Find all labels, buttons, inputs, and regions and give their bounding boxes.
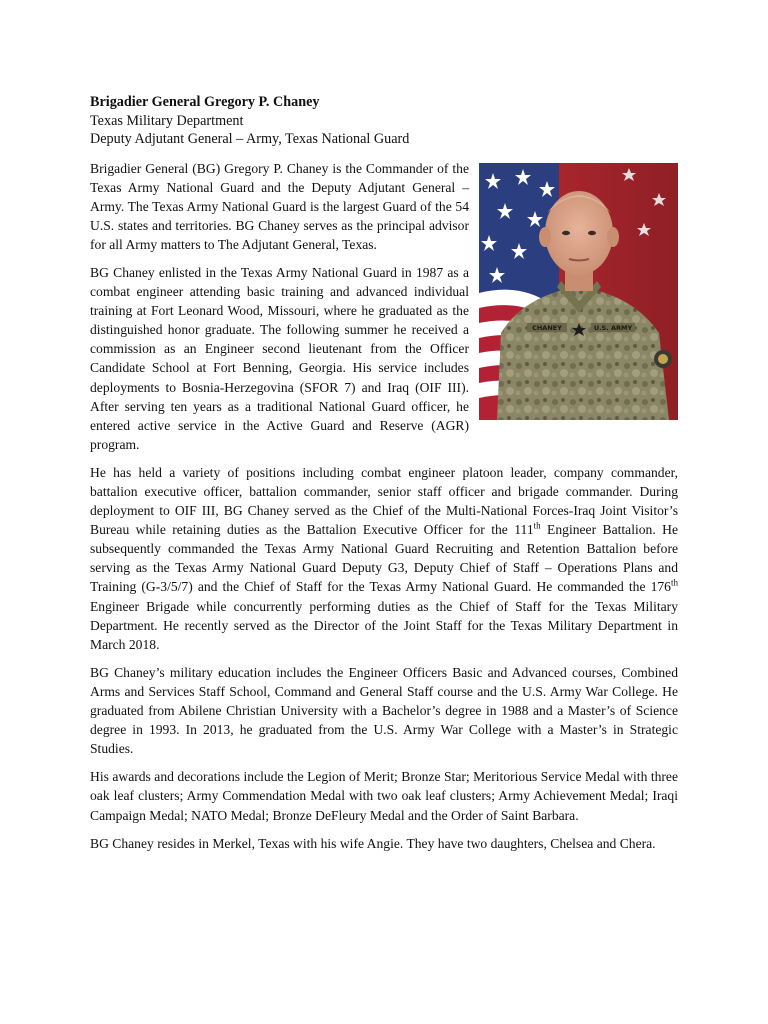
bio-paragraph-family: BG Chaney resides in Merkel, Texas with his wife Angie. They have two daughters, Chelsea and Chera. xyxy=(90,835,656,851)
name-tape: CHANEY xyxy=(532,323,562,332)
bio-header xyxy=(90,93,678,149)
bio-paragraph-command: Brigadier General (BG) Gregory P. Chaney is the Commander of the Texas Army National Guard and the Deputy Adjutant General – Army. The Texas Army National Guard is the largest Guard of the 54 U.S. states and territories. BG Chaney serves as the principal advisor for all Army matters to The Adjutant General, Texas. xyxy=(90,160,469,252)
ordinal-suffix: th xyxy=(670,577,678,588)
portrait-photo xyxy=(479,163,678,420)
organization-name: Texas Military Department xyxy=(90,112,244,129)
ordinal-suffix: th xyxy=(533,520,541,531)
bio-paragraph-positions xyxy=(90,463,678,654)
positions-text-3: Engineer Brigade while concurrently performing duties as the Chief of Staff for the Texas Military Department. He recently served as the Director of the Joint Staff for the Texas Military Department in March 2018. xyxy=(90,598,678,652)
positions-text-1: He has held a variety of positions including combat engineer platoon leader, company commander, battalion executive officer, battalion commander, senior staff officer and brigade commander. During deployment to OIF III, BG Chaney served as the Chief of the Multi-National Forces-Iraq Joint Visitor’s Bureau while retaining duties as the Battalion Executive Officer for the 111 xyxy=(90,464,678,538)
bio-paragraph-enlistment: BG Chaney enlisted in the Texas Army National Guard in 1987 as a combat engineer attending basic training and advanced individual training at Fort Leonard Wood, Missouri, where he graduated as the distinguished honor graduate. The following summer he received a commission as an Engineer second lieutenant from the Officer Candidate School at Fort Benning, Georgia. His service includes deployments to Bosnia-Herzegovina (SFOR 7) and Iraq (OIF III). After serving ten years as a traditional National Guard officer, he entered active service in the Active Guard and Reserve (AGR) program. xyxy=(90,264,469,452)
position-title: Deputy Adjutant General – Army, Texas National Guard xyxy=(90,131,410,147)
positions-text-2: Engineer Battalion. He subsequently commanded the Texas Army National Guard Recruiting and Retention Battalion before serving as the Texas Army National Guard Deputy G3, Deputy Chief of Staff – Operations Plans and Training (G-3/5/7) and the Chief of Staff for the Texas Army National Guard. He commanded the 176 xyxy=(90,522,678,595)
bio-paragraph-awards: His awards and decorations include the Legion of Merit; Bronze Star; Meritorious Service Medal with three oak leaf clusters; Army Commendation Medal with two oak leaf clusters; Army Achievement Medal; Iraqi Campaign Medal; NATO Medal; Bronze DeFleury Medal and the Order of Saint Barbara. xyxy=(90,769,678,823)
page-title: Brigadier General Gregory P. Chaney xyxy=(90,94,320,110)
service-tape: U.S. ARMY xyxy=(593,323,633,332)
bio-paragraph-education: BG Chaney’s military education includes the Engineer Officers Basic and Advanced courses, Combined Arms and Services Staff School, Command and General Staff course and the U.S. Army War College. He graduated from Abilene Christian University with a Bachelor’s degree in 1988 and a Master’s of Science degree in 1993. In 2013, he graduated from the U.S. Army War College with a Master’s in Strategic Studies. xyxy=(90,664,678,757)
bio-document xyxy=(90,93,678,862)
